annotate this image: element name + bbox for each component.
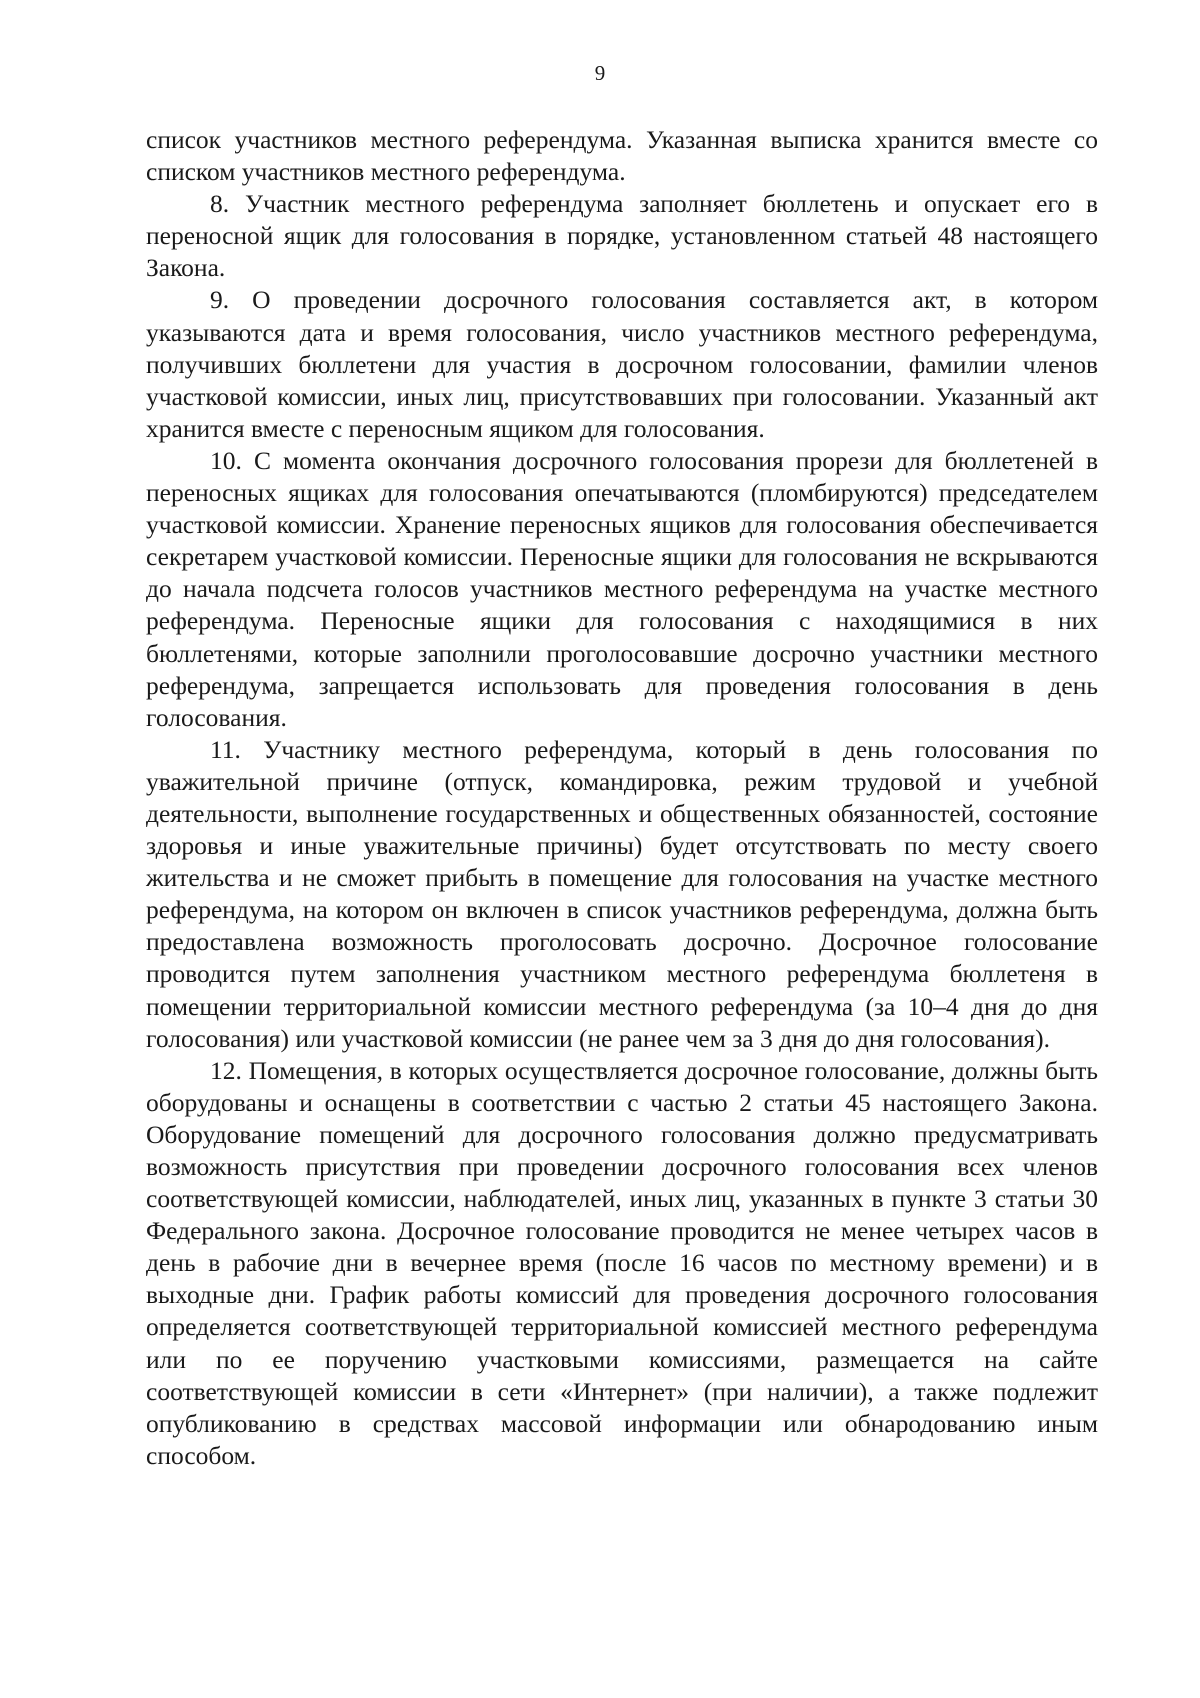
paragraph-item-9: 9. О проведении досрочного голосования составляется акт, в котором указываются дата и время голосования, число участников местного референдума, получивших бюллетени для участия в досрочном голосовании, фамилии членов участковой комиссии, иных лиц, присутствовавших при голосовании. Указанный акт хранится вместе с переносным ящиком для голосования. — [146, 285, 1098, 443]
paragraph-continuation: список участников местного референдума. Указанная выписка хранится вместе со списком участников местного референдума. — [146, 125, 1098, 187]
page-number: 9 — [594, 61, 606, 85]
document-body — [146, 124, 1098, 1472]
paragraph-item-10: 10. С момента окончания досрочного голосования прорези для бюллетеней в переносных ящиках для голосования опечатываются (пломбируются) председателем участковой комиссии. Хранение переносных ящиков для голосования обеспечивается секретарем участковой комиссии. Переносные ящики для голосования не вскрываются до начала подсчета голосов участников местного референдума на участке местного референдума. Переносные ящики для голосования с находящимися в них бюллетенями, которые заполнили проголосовавшие досрочно участники местного референдума, запрещается использовать для проведения голосования в день голосования. — [146, 445, 1098, 732]
paragraph-item-11: 11. Участнику местного референдума, который в день голосования по уважительной причине (отпуск, командировка, режим трудовой и учебной деятельности, выполнение государственных и общественных обязанностей, состояние здоровья и иные уважительные причины) будет отсутствовать по месту своего жительства и не сможет прибыть в помещение для голосования на участке местного референдума, на котором он включен в список участников референдума, должна быть предоставлена возможность проголосовать досрочно. Досрочное голосование проводится путем заполнения участником местного референдума бюллетеня в помещении территориальной комиссии местного референдума (за 10–4 дня до дня голосования) или участковой комиссии (не ранее чем за 3 дня до дня голосования). — [146, 734, 1098, 1053]
paragraph-item-12: 12. Помещения, в которых осуществляется досрочное голосование, должны быть оборудованы и оснащены в соответствии с частью 2 статьи 45 настоящего Закона. Оборудование помещений для досрочного голосования должно предусматривать возможность присутствия при проведении досрочного голосования всех членов соответствующей комиссии, наблюдателей, иных лиц, указанных в пункте 3 статьи 30 Федерального закона. Досрочное голосование проводится не менее четырех часов в день в рабочие дни в вечернее время (после 16 часов по местному времени) и в выходные дни. График работы комиссий для проведения досрочного голосования определяется соответствующей территориальной комиссией местного референдума или по ее поручению участковыми комиссиями, размещается на сайте соответствующей комиссии в сети «Интернет» (при наличии), а также подлежит опубликованию в средствах массовой информации или обнародованию иным способом. — [146, 1055, 1098, 1470]
paragraph-item-8: 8. Участник местного референдума заполняет бюллетень и опускает его в переносной ящик для голосования в порядке, установленном статьей 48 настоящего Закона. — [146, 189, 1098, 283]
